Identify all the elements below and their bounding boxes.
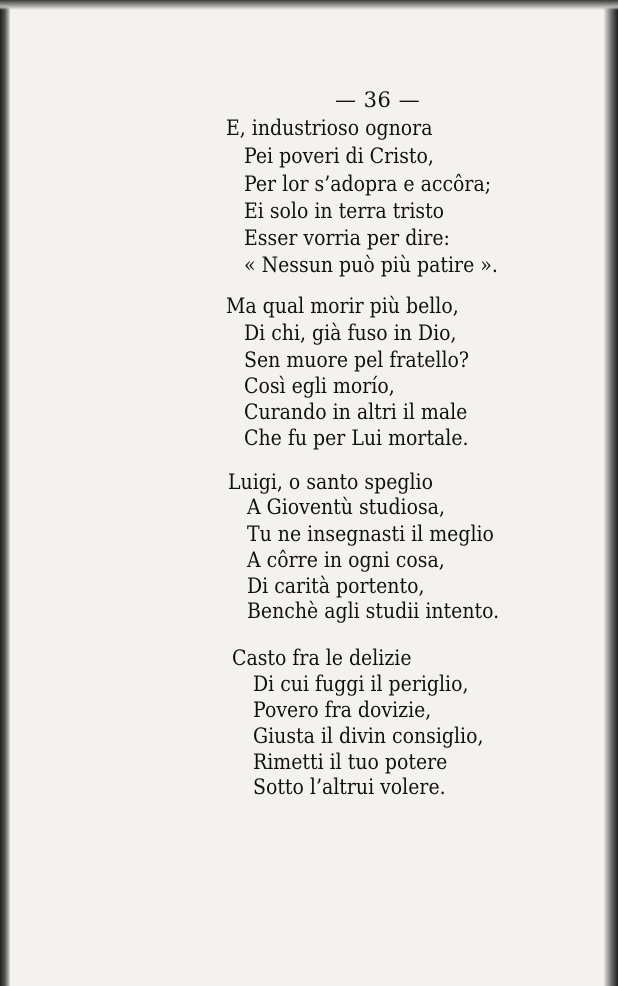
verse-line: Benchè agli studii intento. xyxy=(247,599,500,623)
verse-line: Di chi, già fuso in Dio, xyxy=(244,321,457,345)
verse-line: Rimetti il tuo potere xyxy=(253,750,448,774)
verse-line: A côrre in ogni cosa, xyxy=(247,548,445,572)
page-edge-left xyxy=(0,0,10,986)
page-edge-top xyxy=(0,0,618,10)
verse-line: « Nessun può più patire ». xyxy=(244,253,498,277)
verse-line: A Gioventù studiosa, xyxy=(247,495,445,519)
page-number: — 36 — xyxy=(335,88,421,112)
verse-line: Pei poveri di Cristo, xyxy=(244,144,434,168)
verse-line: Casto fra le delizie xyxy=(232,646,412,670)
verse-line: Sotto l’altrui volere. xyxy=(253,775,446,799)
verse-line: Così egli morío, xyxy=(244,374,395,398)
verse-line: E, industrioso ognora xyxy=(226,116,433,140)
verse-line: Per lor s’adopra e accôra; xyxy=(244,172,492,196)
verse-line: Ei solo in terra tristo xyxy=(244,199,445,223)
verse-line: Che fu per Lui mortale. xyxy=(244,426,469,450)
page-edge-right xyxy=(604,0,618,986)
verse-line: Tu ne insegnasti il meglio xyxy=(247,522,494,546)
verse-line: Sen muore pel fratello? xyxy=(244,348,470,372)
verse-line: Di carità portento, xyxy=(247,574,425,598)
verse-line: Curando in altri il male xyxy=(244,400,468,424)
verse-line: Giusta il divin consiglio, xyxy=(253,724,484,748)
verse-line: Di cui fuggi il periglio, xyxy=(253,672,469,696)
verse-line: Ma qual morir più bello, xyxy=(226,294,459,318)
verse-line: Luigi, o santo speglio xyxy=(228,470,433,494)
verse-line: Povero fra dovizie, xyxy=(253,698,432,722)
verse-line: Esser vorria per dire: xyxy=(244,226,450,250)
